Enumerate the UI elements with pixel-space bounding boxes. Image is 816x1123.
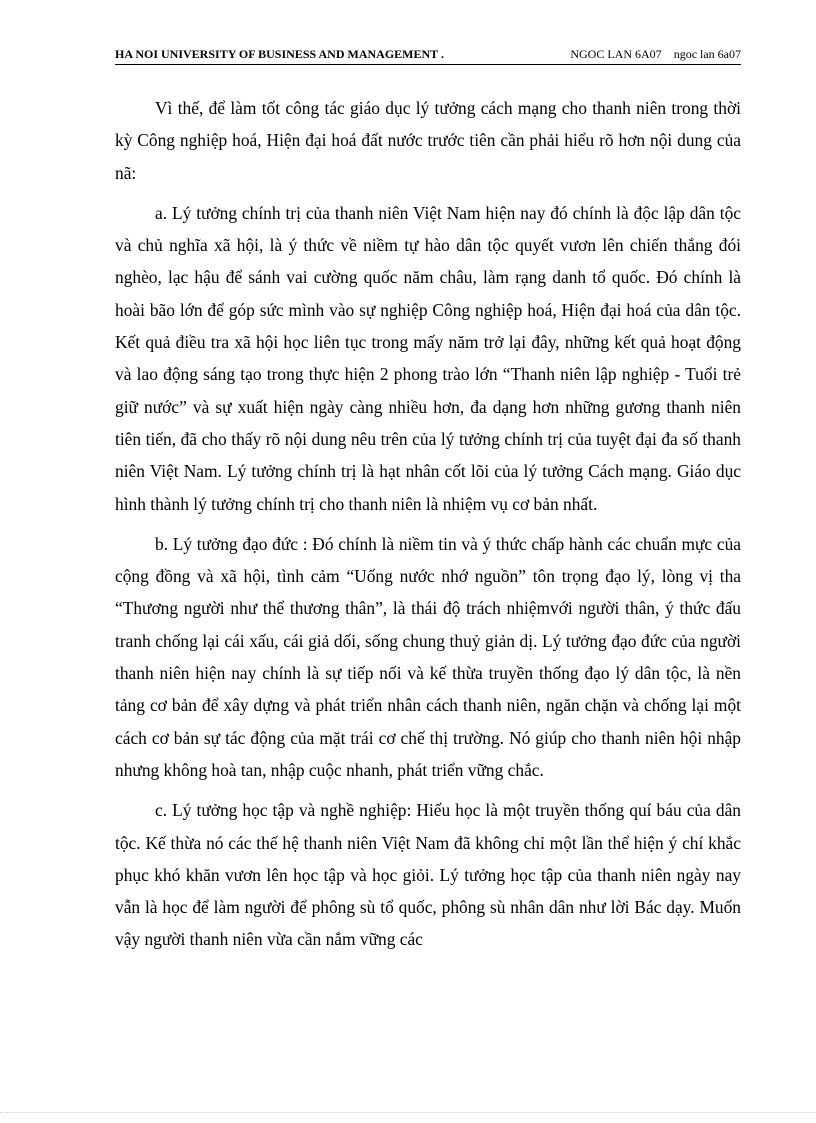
header-author — [570, 47, 741, 62]
document-body — [115, 92, 741, 964]
page-header — [115, 45, 741, 65]
page-bottom-divider — [0, 1112, 816, 1113]
header-author-code: NGOC LAN 6A07 — [570, 47, 662, 61]
paragraph: c. Lý tưởng học tập và nghề nghiệp: Hiếu học là một truyền thống quí báu của dân tộc. Kế thừa nó các thế hệ thanh niên Việt Nam đã không chỉ một lần thể hiện ý chí khắc phục khó khăn vươn lên học tập và học giỏi. Lý tưởng học tập của thanh niên ngày nay vẫn là học để làm người để phông sù tổ quốc, phông sù nhân dân như lời Bác dạy. Muốn vậy người thanh niên vừa cần nắm vững các — [115, 800, 741, 950]
header-university: HA NOI UNIVERSITY OF BUSINESS AND MANAGEMENT . — [115, 47, 444, 61]
paragraph: Vì thế, để làm tốt công tác giáo dục lý tưởng cách mạng cho thanh niên trong thời kỳ Công nghiệp hoá, Hiện đại hoá đất nước trước tiên cần phải hiểu rõ hơn nội dung của nã: — [115, 98, 741, 183]
header-author-name: ngoc lan 6a07 — [673, 47, 741, 61]
paragraph: b. Lý tưởng đạo đức : Đó chính là niềm tin và ý thức chấp hành các chuẩn mực của cộng đồng và xã hội, tình cảm “Uống nước nhớ nguồn” tôn trọng đạo lý, lòng vị tha “Thương người như thể thương thân”, là thái độ trách nhiệmvới người thân, ý thức đấu tranh chống lại cái xấu, cái giả dối, sống chung thuỷ giản dị. Lý tưởng đạo đức của người thanh niên hiện nay chính là sự tiếp nối và kế thừa truyền thống đạo lý dân tộc, là nền tảng cơ bản để xây dựng và phát triển nhân cách thanh niên, ngăn chặn và chống lại một cách cơ bản sự tác động của mặt trái cơ chế thị trường. Nó giúp cho thanh niên hội nhập nhưng không hoà tan, nhập cuộc nhanh, phát triển vững chắc. — [115, 533, 741, 780]
paragraph: a. Lý tưởng chính trị của thanh niên Việt Nam hiện nay đó chính là độc lập dân tộc và chủ nghĩa xã hội, là ý thức về niềm tự hào dân tộc quyết vươn lên chiến thắng đói nghèo, lạc hậu để sánh vai cường quốc năm châu, làm rạng danh tổ quốc. Đó chính là hoài bão lớn để góp sức mình vào sự nghiệp Công nghiệp hoá, Hiện đại hoá của dân tộc. Kết quả điều tra xã hội học liên tục trong mấy năm trở lại đây, những kết quả hoạt động và lao động sáng tạo trong thực hiện 2 phong trào lớn “Thanh niên lập nghiệp - Tuổi trẻ giữ nước” và sự xuất hiện ngày càng nhiều hơn, đa dạng hơn những gương thanh niên tiên tiến, đã cho thấy rõ nội dung nêu trên của lý tưởng chính trị của tuyệt đại đa số thanh niên Việt Nam. Lý tưởng chính trị là hạt nhân cốt lõi của lý tưởng Cách mạng. Giáo dục hình thành lý tưởng chính trị cho thanh niên là nhiệm vụ cơ bản nhất. — [115, 202, 741, 514]
